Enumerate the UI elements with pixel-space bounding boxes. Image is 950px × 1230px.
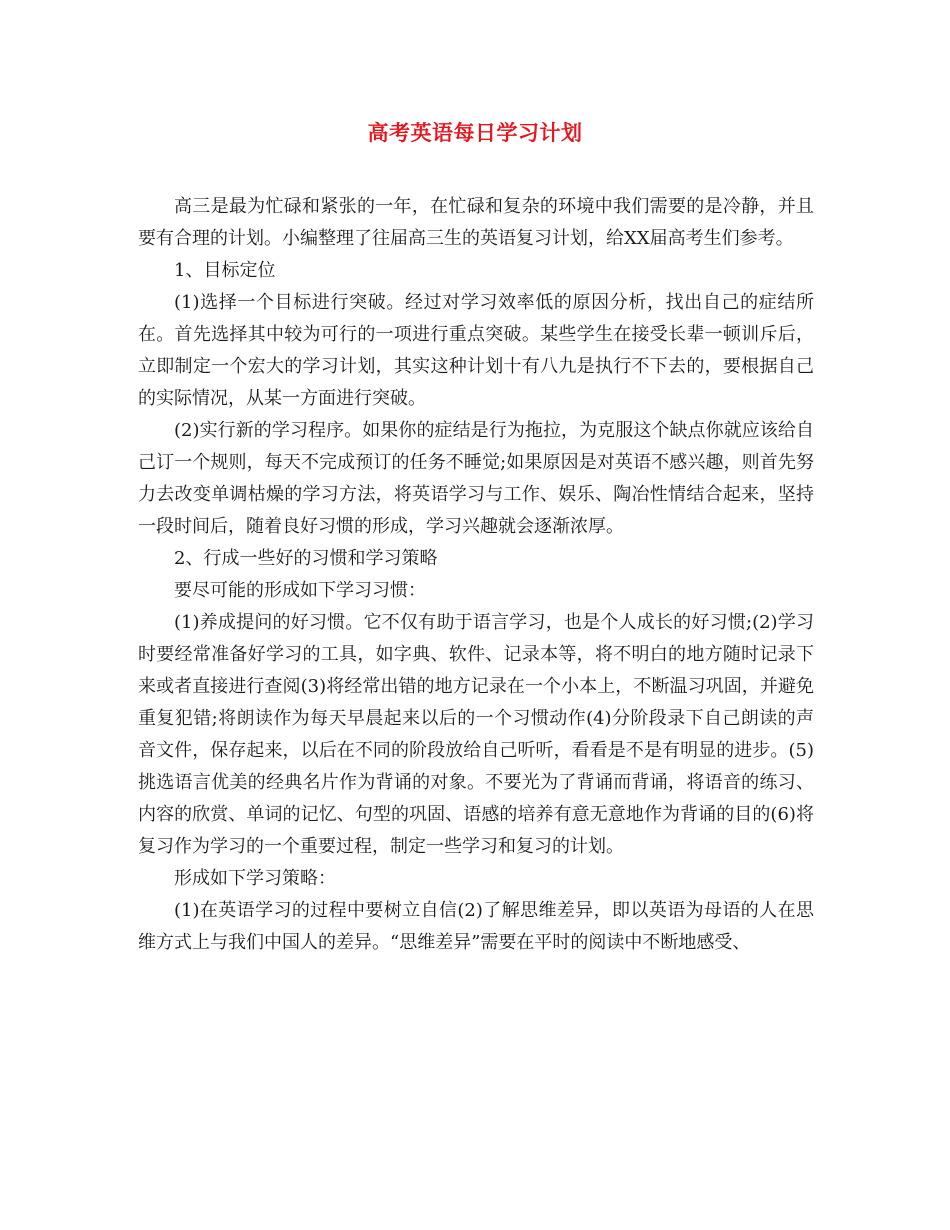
document-title: 高考英语每日学习计划 — [367, 120, 583, 145]
paragraph-goal-2: (2)实行新的学习程序。如果你的症结是行为拖拉，为克服这个缺点你就应该给自己订一个规则，每天不完成预订的任务不睡觉;如果原因是对英语不感兴趣，则首先努力去改变单调枯燥的学习方法，将英语学习与工作、娱乐、陶冶性情结合起来，坚持一段时间后，随着良好习惯的形成，学习兴趣就会逐渐浓厚。 — [138, 420, 814, 537]
paragraph-intro: 高三是最为忙碌和紧张的一年，在忙碌和复杂的环境中我们需要的是冷静，并且要有合理的计划。小编整理了往届高三生的英语复习计划，给XX届高考生们参考。 — [138, 196, 814, 249]
paragraph-habits-list: (1)养成提问的好习惯。它不仅有助于语言学习，也是个人成长的好习惯;(2)学习时要经常准备好学习的工具，如字典、软件、记录本等，将不明白的地方随时记录下来或者直接进行查阅(3)将经常出错的地方记录在一个小本上，不断温习巩固，并避免重复犯错;将朗读作为每天早晨起来以后的一个习惯动作(4)分阶段录下自己朗读的声音文件，保存起来，以后在不同的阶段放给自己听听，看看是不是有明显的进步。(5)挑选语言优美的经典名片作为背诵的对象。不要光为了背诵而背诵，将语音的练习、内容的欣赏、单词的记忆、句型的巩固、语感的培养有意无意地作为背诵的目的(6)将复习作为学习的一个重要过程，制定一些学习和复习的计划。 — [138, 612, 814, 857]
document-body — [138, 191, 814, 959]
heading-habits-strategies: 2、行成一些好的习惯和学习策略 — [174, 548, 438, 569]
paragraph-goal-1: (1)选择一个目标进行突破。经过对学习效率低的原因分析，找出自己的症结所在。首先选择其中较为可行的一项进行重点突破。某些学生在接受长辈一顿训斥后，立即制定一个宏大的学习计划，其实这种计划十有八九是执行不下去的，要根据自己的实际情况，从某一方面进行突破。 — [138, 292, 814, 409]
heading-goal-positioning: 1、目标定位 — [174, 260, 276, 281]
paragraph-habits-intro: 要尽可能的形成如下学习习惯： — [174, 580, 426, 601]
paragraph-strategies-intro: 形成如下学习策略： — [174, 868, 336, 889]
paragraph-strategies-list: (1)在英语学习的过程中要树立自信(2)了解思维差异，即以英语为母语的人在思维方式上与我们中国人的差异。“思维差异”需要在平时的阅读中不断地感受、 — [138, 900, 814, 953]
